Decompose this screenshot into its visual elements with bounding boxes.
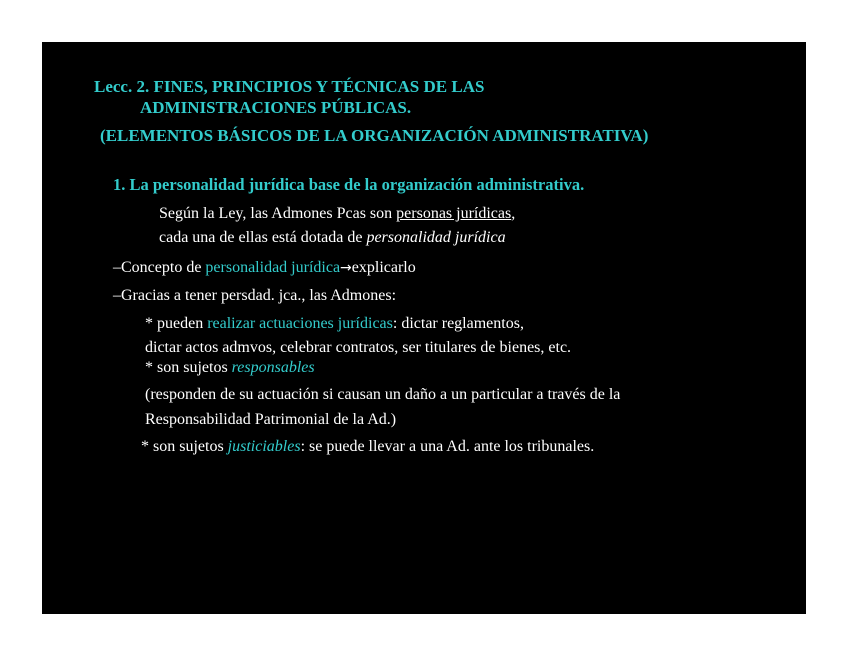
- bullet-2-note-2: Responsabilidad Patrimonial de la Ad.): [145, 411, 397, 428]
- bullet-1: [145, 314, 524, 334]
- intro-punct: ,: [511, 205, 516, 222]
- bullet-2-term: responsables: [231, 359, 315, 376]
- bullet-1-post: : dictar reglamentos,: [392, 315, 524, 332]
- intro-line-1: [159, 204, 515, 224]
- bullet-3-pre: * son sujetos: [141, 438, 228, 455]
- concept-post: explicarlo: [351, 259, 416, 276]
- slide-title-line-1: Lecc. 2. FINES, PRINCIPIOS Y TÉCNICAS DE LAS: [94, 77, 485, 96]
- gracias-line: –Gracias a tener persdad. jca., las Admones:: [113, 287, 397, 304]
- term-personas-juridicas: personas jurídicas: [396, 205, 512, 222]
- term-personalidad-juridica: personalidad jurídica: [366, 229, 506, 246]
- bullet-1-term: realizar actuaciones jurídicas: [207, 315, 393, 332]
- intro-line-2: [159, 228, 506, 248]
- bullet-3-post: : se puede llevar a una Ad. ante los tribunales.: [300, 438, 595, 455]
- concept-text: –Concepto de: [113, 259, 206, 276]
- bullet-3: [141, 437, 594, 457]
- intro-text-2: cada una de ellas está dotada de: [159, 229, 367, 246]
- bullet-2-note-1: (responden de su actuación si causan un daño a un particular a través de la: [145, 386, 621, 403]
- section-heading: 1. La personalidad jurídica base de la organización administrativa.: [113, 175, 585, 194]
- intro-text: Según la Ley, las Admones Pcas son: [159, 205, 397, 222]
- concept-line: [113, 258, 416, 278]
- bullet-2: [145, 358, 315, 378]
- right-arrow-icon: →: [340, 260, 352, 276]
- slide-title-line-2: ADMINISTRACIONES PÚBLICAS.: [140, 98, 412, 117]
- slide-title-line-3: (ELEMENTOS BÁSICOS DE LA ORGANIZACIÓN ADMINISTRATIVA): [100, 126, 649, 145]
- slide: [42, 42, 806, 614]
- bullet-1-pre: * pueden: [145, 315, 208, 332]
- bullet-3-term: justiciables: [227, 438, 301, 455]
- bullet-2-pre: * son sujetos: [145, 359, 232, 376]
- bullet-1-cont: dictar actos admvos, celebrar contratos, ser titulares de bienes, etc.: [145, 339, 572, 356]
- concept-term: personalidad jurídica: [205, 259, 341, 276]
